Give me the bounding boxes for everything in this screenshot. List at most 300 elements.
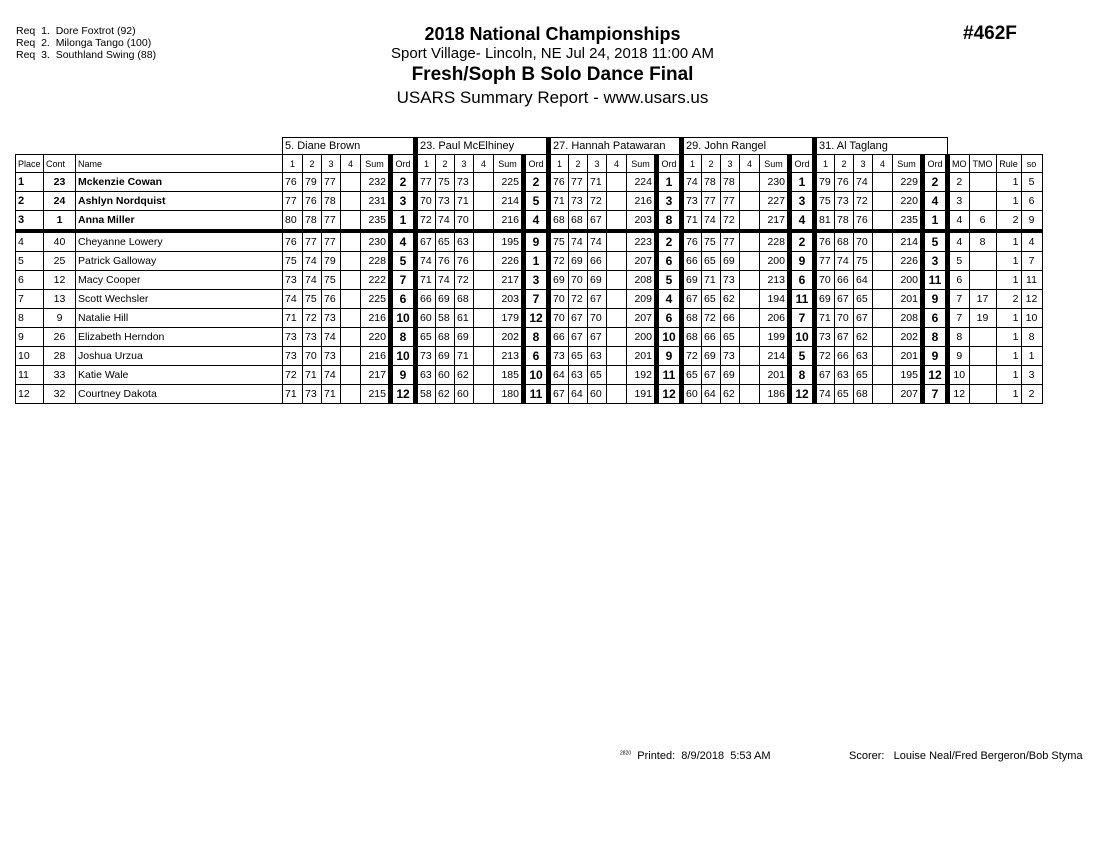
results-table bbox=[15, 137, 1043, 404]
score-sum: 203 bbox=[494, 290, 524, 309]
score-2: 70 bbox=[303, 347, 322, 366]
score-4 bbox=[341, 328, 361, 347]
place-cell: 12 bbox=[16, 385, 44, 404]
score-3: 65 bbox=[854, 290, 873, 309]
score-1: 73 bbox=[283, 271, 303, 290]
result-row bbox=[16, 271, 1043, 290]
score-4 bbox=[474, 252, 494, 271]
ordinal: 9 bbox=[391, 366, 416, 385]
score-2: 69 bbox=[436, 290, 455, 309]
score-1: 73 bbox=[416, 347, 436, 366]
score-4 bbox=[873, 328, 893, 347]
score-3: 71 bbox=[588, 173, 607, 192]
score-1: 71 bbox=[549, 192, 569, 211]
place-cell: 2 bbox=[16, 192, 44, 211]
printed-date: Printed: 8/9/2018 5:53 AM bbox=[637, 750, 771, 762]
ordinal: 8 bbox=[657, 211, 682, 232]
score-4 bbox=[873, 290, 893, 309]
ordinal: 10 bbox=[391, 347, 416, 366]
score-4 bbox=[740, 309, 760, 328]
requirement-3: Req 3. Southland Swing (88) bbox=[16, 49, 157, 61]
score-4 bbox=[873, 309, 893, 328]
score-3: 75 bbox=[854, 252, 873, 271]
score-sum: 216 bbox=[494, 211, 524, 232]
mo-cell: 2 bbox=[948, 173, 970, 192]
score-4 bbox=[740, 366, 760, 385]
score-1: 79 bbox=[815, 173, 835, 192]
tmo-cell: 8 bbox=[969, 231, 996, 252]
tmo-cell bbox=[969, 271, 996, 290]
score-3: 63 bbox=[455, 231, 474, 252]
score-4 bbox=[474, 366, 494, 385]
score-3: 68 bbox=[455, 290, 474, 309]
score-1: 77 bbox=[283, 192, 303, 211]
score-sum: 228 bbox=[361, 252, 391, 271]
score-sum: 215 bbox=[361, 385, 391, 404]
score-4 bbox=[341, 271, 361, 290]
header-judge-col-4: 4 bbox=[607, 155, 627, 173]
result-row bbox=[16, 366, 1043, 385]
place-cell: 4 bbox=[16, 231, 44, 252]
ordinal: 1 bbox=[790, 173, 815, 192]
rule-cell: 1 bbox=[996, 252, 1021, 271]
score-4 bbox=[474, 290, 494, 309]
score-sum: 214 bbox=[893, 231, 923, 252]
score-2: 76 bbox=[303, 192, 322, 211]
score-3: 68 bbox=[854, 385, 873, 404]
score-4 bbox=[607, 252, 627, 271]
rule-cell: 1 bbox=[996, 385, 1021, 404]
score-4 bbox=[474, 328, 494, 347]
score-2: 73 bbox=[303, 385, 322, 404]
ordinal: 3 bbox=[657, 192, 682, 211]
score-2: 74 bbox=[569, 231, 588, 252]
score-2: 74 bbox=[303, 271, 322, 290]
score-sum: 201 bbox=[627, 347, 657, 366]
score-sum: 220 bbox=[361, 328, 391, 347]
score-3: 60 bbox=[588, 385, 607, 404]
score-4 bbox=[341, 173, 361, 192]
rule-cell: 1 bbox=[996, 231, 1021, 252]
contestant-number: 9 bbox=[44, 309, 76, 328]
score-1: 69 bbox=[549, 271, 569, 290]
score-3: 67 bbox=[588, 328, 607, 347]
score-sum: 207 bbox=[627, 252, 657, 271]
ordinal: 8 bbox=[790, 366, 815, 385]
header-rule: Rule bbox=[996, 155, 1021, 173]
score-1: 72 bbox=[682, 347, 702, 366]
rule-cell: 1 bbox=[996, 192, 1021, 211]
result-row bbox=[16, 347, 1043, 366]
ordinal: 6 bbox=[524, 347, 549, 366]
ordinal: 6 bbox=[391, 290, 416, 309]
score-3: 78 bbox=[322, 192, 341, 211]
header-judge-col-2: 2 bbox=[303, 155, 322, 173]
score-sum: 214 bbox=[494, 192, 524, 211]
mo-cell: 3 bbox=[948, 192, 970, 211]
score-3: 79 bbox=[322, 252, 341, 271]
score-2: 74 bbox=[436, 271, 455, 290]
ordinal: 3 bbox=[790, 192, 815, 211]
mo-cell: 9 bbox=[948, 347, 970, 366]
ordinal: 8 bbox=[524, 328, 549, 347]
header-judge-col-1: 1 bbox=[682, 155, 702, 173]
score-3: 76 bbox=[455, 252, 474, 271]
place-cell: 8 bbox=[16, 309, 44, 328]
ordinal: 7 bbox=[790, 309, 815, 328]
ordinal: 5 bbox=[657, 271, 682, 290]
ordinal: 2 bbox=[524, 173, 549, 192]
score-4 bbox=[474, 231, 494, 252]
ordinal: 1 bbox=[524, 252, 549, 271]
score-sum: 223 bbox=[627, 231, 657, 252]
so-cell: 10 bbox=[1021, 309, 1042, 328]
report-subtitle: USARS Summary Report - www.usars.us bbox=[396, 88, 709, 107]
ordinal: 3 bbox=[391, 192, 416, 211]
score-2: 64 bbox=[569, 385, 588, 404]
score-1: 76 bbox=[549, 173, 569, 192]
score-4 bbox=[474, 271, 494, 290]
score-4 bbox=[607, 385, 627, 404]
score-2: 62 bbox=[436, 385, 455, 404]
score-sum: 185 bbox=[494, 366, 524, 385]
skater-name: Scott Wechsler bbox=[76, 290, 283, 309]
header-judge-col-ord: Ord bbox=[657, 155, 682, 173]
header-judge-col-sum: Sum bbox=[893, 155, 923, 173]
ordinal: 6 bbox=[657, 252, 682, 271]
score-4 bbox=[341, 347, 361, 366]
judge-name: 23. Paul McElhiney bbox=[416, 138, 549, 155]
header-judge-col-3: 3 bbox=[455, 155, 474, 173]
printed-info bbox=[620, 750, 771, 762]
ordinal: 8 bbox=[391, 328, 416, 347]
ordinal: 9 bbox=[657, 347, 682, 366]
score-3: 69 bbox=[588, 271, 607, 290]
score-sum: 217 bbox=[760, 211, 790, 232]
score-3: 69 bbox=[721, 252, 740, 271]
score-3: 75 bbox=[322, 271, 341, 290]
rule-cell: 1 bbox=[996, 347, 1021, 366]
score-1: 75 bbox=[283, 252, 303, 271]
header-judge-col-3: 3 bbox=[721, 155, 740, 173]
score-3: 66 bbox=[588, 252, 607, 271]
score-sum: 227 bbox=[760, 192, 790, 211]
mo-cell: 7 bbox=[948, 309, 970, 328]
score-sum: 222 bbox=[361, 271, 391, 290]
score-1: 73 bbox=[815, 328, 835, 347]
score-1: 64 bbox=[549, 366, 569, 385]
venue-date: Sport Village- Lincoln, NE Jul 24, 2018 11:00 AM bbox=[391, 45, 714, 62]
score-4 bbox=[607, 231, 627, 252]
contestant-number: 23 bbox=[44, 173, 76, 192]
ordinal: 2 bbox=[657, 231, 682, 252]
ordinal: 5 bbox=[391, 252, 416, 271]
score-sum: 186 bbox=[760, 385, 790, 404]
header-judge-col-sum: Sum bbox=[494, 155, 524, 173]
score-1: 76 bbox=[283, 231, 303, 252]
ordinal: 7 bbox=[391, 271, 416, 290]
score-2: 71 bbox=[702, 271, 721, 290]
tmo-cell: 19 bbox=[969, 309, 996, 328]
contestant-number: 28 bbox=[44, 347, 76, 366]
place-cell: 7 bbox=[16, 290, 44, 309]
so-cell: 11 bbox=[1021, 271, 1042, 290]
ordinal: 12 bbox=[790, 385, 815, 404]
so-cell: 2 bbox=[1021, 385, 1042, 404]
ordinal: 12 bbox=[524, 309, 549, 328]
score-2: 65 bbox=[702, 252, 721, 271]
score-sum: 207 bbox=[627, 309, 657, 328]
score-sum: 225 bbox=[494, 173, 524, 192]
score-2: 69 bbox=[702, 347, 721, 366]
header-tmo: TMO bbox=[969, 155, 996, 173]
score-4 bbox=[740, 385, 760, 404]
contestant-number: 13 bbox=[44, 290, 76, 309]
score-2: 67 bbox=[835, 328, 854, 347]
score-4 bbox=[607, 366, 627, 385]
score-3: 69 bbox=[455, 328, 474, 347]
judge-name: 29. John Rangel bbox=[682, 138, 815, 155]
report-code: 2820 bbox=[620, 750, 632, 757]
header-judge-col-1: 1 bbox=[283, 155, 303, 173]
score-4 bbox=[474, 309, 494, 328]
score-sum: 228 bbox=[760, 231, 790, 252]
score-2: 78 bbox=[303, 211, 322, 232]
column-header-row bbox=[16, 155, 1043, 173]
header-judge-col-3: 3 bbox=[588, 155, 607, 173]
ordinal: 5 bbox=[790, 347, 815, 366]
score-3: 70 bbox=[854, 231, 873, 252]
contestant-number: 33 bbox=[44, 366, 76, 385]
score-4 bbox=[607, 309, 627, 328]
ordinal: 10 bbox=[790, 328, 815, 347]
score-1: 66 bbox=[416, 290, 436, 309]
score-3: 74 bbox=[854, 173, 873, 192]
score-3: 74 bbox=[322, 328, 341, 347]
score-1: 77 bbox=[416, 173, 436, 192]
score-sum: 195 bbox=[893, 366, 923, 385]
score-3: 66 bbox=[721, 309, 740, 328]
score-1: 66 bbox=[682, 252, 702, 271]
skater-name: Patrick Galloway bbox=[76, 252, 283, 271]
score-1: 73 bbox=[549, 347, 569, 366]
score-2: 67 bbox=[835, 290, 854, 309]
score-4 bbox=[740, 347, 760, 366]
rule-cell: 1 bbox=[996, 173, 1021, 192]
ordinal: 10 bbox=[657, 328, 682, 347]
score-4 bbox=[341, 309, 361, 328]
result-row bbox=[16, 173, 1043, 192]
score-1: 58 bbox=[416, 385, 436, 404]
score-4 bbox=[474, 211, 494, 232]
score-2: 75 bbox=[702, 231, 721, 252]
score-3: 77 bbox=[721, 231, 740, 252]
score-sum: 235 bbox=[893, 211, 923, 232]
header-judge-col-sum: Sum bbox=[760, 155, 790, 173]
mo-cell: 7 bbox=[948, 290, 970, 309]
score-1: 71 bbox=[682, 211, 702, 232]
ordinal: 10 bbox=[524, 366, 549, 385]
score-1: 75 bbox=[549, 231, 569, 252]
place-cell: 6 bbox=[16, 271, 44, 290]
contestant-number: 12 bbox=[44, 271, 76, 290]
ordinal: 11 bbox=[657, 366, 682, 385]
score-2: 74 bbox=[303, 252, 322, 271]
so-cell: 8 bbox=[1021, 328, 1042, 347]
score-sum: 235 bbox=[361, 211, 391, 232]
header-judge-col-sum: Sum bbox=[627, 155, 657, 173]
score-4 bbox=[873, 385, 893, 404]
header-judge-col-ord: Ord bbox=[790, 155, 815, 173]
ordinal: 1 bbox=[923, 211, 948, 232]
place-cell: 5 bbox=[16, 252, 44, 271]
score-4 bbox=[607, 192, 627, 211]
score-3: 73 bbox=[721, 271, 740, 290]
score-3: 77 bbox=[322, 173, 341, 192]
score-4 bbox=[474, 347, 494, 366]
score-3: 76 bbox=[854, 211, 873, 232]
score-2: 71 bbox=[303, 366, 322, 385]
header-mo: MO bbox=[948, 155, 970, 173]
judge-name: 5. Diane Brown bbox=[283, 138, 416, 155]
score-4 bbox=[607, 328, 627, 347]
score-2: 77 bbox=[569, 173, 588, 192]
ordinal: 4 bbox=[923, 192, 948, 211]
score-2: 66 bbox=[702, 328, 721, 347]
score-sum: 217 bbox=[494, 271, 524, 290]
score-sum: 201 bbox=[893, 290, 923, 309]
score-1: 77 bbox=[815, 252, 835, 271]
score-4 bbox=[341, 192, 361, 211]
header-judge-col-1: 1 bbox=[549, 155, 569, 173]
score-2: 65 bbox=[569, 347, 588, 366]
ordinal: 9 bbox=[923, 347, 948, 366]
score-2: 60 bbox=[436, 366, 455, 385]
score-4 bbox=[607, 211, 627, 232]
score-4 bbox=[873, 271, 893, 290]
score-1: 72 bbox=[416, 211, 436, 232]
score-sum: 206 bbox=[760, 309, 790, 328]
score-sum: 216 bbox=[361, 309, 391, 328]
score-4 bbox=[740, 173, 760, 192]
score-2: 58 bbox=[436, 309, 455, 328]
ordinal: 6 bbox=[657, 309, 682, 328]
score-1: 60 bbox=[416, 309, 436, 328]
ordinal: 2 bbox=[391, 173, 416, 192]
score-1: 71 bbox=[416, 271, 436, 290]
score-4 bbox=[474, 192, 494, 211]
score-1: 68 bbox=[549, 211, 569, 232]
score-1: 70 bbox=[416, 192, 436, 211]
score-3: 77 bbox=[322, 231, 341, 252]
ordinal: 11 bbox=[923, 271, 948, 290]
score-sum: 201 bbox=[893, 347, 923, 366]
rule-cell: 1 bbox=[996, 328, 1021, 347]
score-1: 76 bbox=[682, 231, 702, 252]
score-4 bbox=[873, 173, 893, 192]
score-3: 67 bbox=[588, 211, 607, 232]
result-row bbox=[16, 252, 1043, 271]
score-1: 69 bbox=[682, 271, 702, 290]
score-3: 61 bbox=[455, 309, 474, 328]
score-sum: 208 bbox=[627, 271, 657, 290]
score-2: 73 bbox=[436, 192, 455, 211]
score-3: 71 bbox=[455, 347, 474, 366]
score-3: 72 bbox=[721, 211, 740, 232]
score-1: 70 bbox=[815, 271, 835, 290]
score-4 bbox=[607, 290, 627, 309]
score-4 bbox=[607, 271, 627, 290]
report-header bbox=[300, 24, 805, 109]
so-cell: 7 bbox=[1021, 252, 1042, 271]
score-2: 77 bbox=[303, 231, 322, 252]
ordinal: 5 bbox=[923, 231, 948, 252]
score-2: 66 bbox=[835, 347, 854, 366]
tmo-cell bbox=[969, 328, 996, 347]
score-1: 65 bbox=[416, 328, 436, 347]
score-2: 66 bbox=[835, 271, 854, 290]
score-2: 72 bbox=[702, 309, 721, 328]
score-2: 65 bbox=[702, 290, 721, 309]
header-judge-col-2: 2 bbox=[702, 155, 721, 173]
place-cell: 9 bbox=[16, 328, 44, 347]
ordinal: 12 bbox=[923, 366, 948, 385]
judge-name: 27. Hannah Patawaran bbox=[549, 138, 682, 155]
score-4 bbox=[341, 366, 361, 385]
so-cell: 9 bbox=[1021, 211, 1042, 232]
score-2: 68 bbox=[835, 231, 854, 252]
header-judge-col-4: 4 bbox=[341, 155, 361, 173]
header-place: Place bbox=[16, 155, 44, 173]
score-sum: 201 bbox=[760, 366, 790, 385]
score-1: 70 bbox=[549, 290, 569, 309]
score-1: 66 bbox=[549, 328, 569, 347]
score-1: 71 bbox=[283, 385, 303, 404]
score-4 bbox=[740, 192, 760, 211]
score-2: 73 bbox=[569, 192, 588, 211]
score-sum: 224 bbox=[627, 173, 657, 192]
skater-name: Mckenzie Cowan bbox=[76, 173, 283, 192]
score-4 bbox=[873, 252, 893, 271]
score-sum: 217 bbox=[361, 366, 391, 385]
result-row bbox=[16, 290, 1043, 309]
score-sum: 225 bbox=[361, 290, 391, 309]
blank-cell bbox=[16, 138, 283, 155]
score-3: 62 bbox=[721, 290, 740, 309]
ordinal: 4 bbox=[524, 211, 549, 232]
score-2: 67 bbox=[569, 309, 588, 328]
tmo-cell bbox=[969, 347, 996, 366]
header-judge-col-3: 3 bbox=[854, 155, 873, 173]
skater-name: Anna Miller bbox=[76, 211, 283, 232]
score-1: 67 bbox=[416, 231, 436, 252]
header-judge-col-sum: Sum bbox=[361, 155, 391, 173]
score-1: 74 bbox=[416, 252, 436, 271]
score-sum: 191 bbox=[627, 385, 657, 404]
contestant-number: 26 bbox=[44, 328, 76, 347]
score-3: 64 bbox=[854, 271, 873, 290]
score-4 bbox=[873, 366, 893, 385]
score-4 bbox=[474, 385, 494, 404]
tmo-cell bbox=[969, 173, 996, 192]
score-3: 72 bbox=[455, 271, 474, 290]
ordinal: 2 bbox=[790, 231, 815, 252]
ordinal: 10 bbox=[391, 309, 416, 328]
so-cell: 1 bbox=[1021, 347, 1042, 366]
mo-cell: 6 bbox=[948, 271, 970, 290]
score-3: 77 bbox=[322, 211, 341, 232]
ordinal: 8 bbox=[923, 328, 948, 347]
